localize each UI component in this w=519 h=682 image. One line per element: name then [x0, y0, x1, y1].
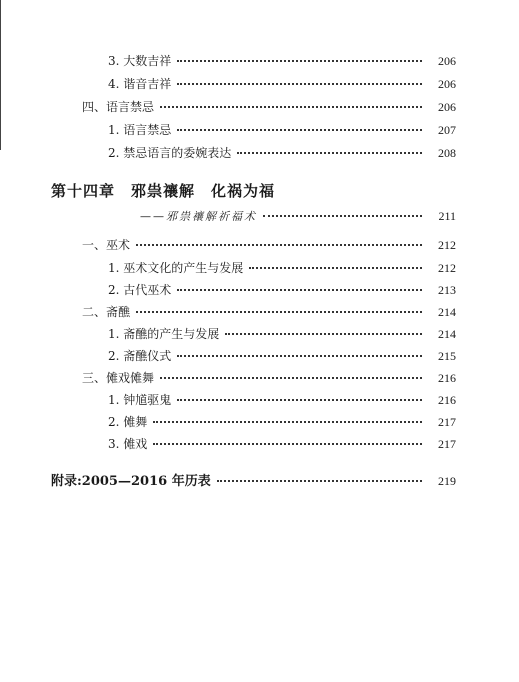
toc-section[interactable]	[82, 236, 456, 253]
toc-entry[interactable]	[108, 391, 456, 408]
leader-dots	[217, 480, 422, 482]
leader-dots	[136, 244, 422, 246]
toc-entry-page: 217	[438, 415, 456, 429]
toc-entry-page: 211	[438, 209, 456, 223]
toc-entry[interactable]	[108, 259, 456, 276]
toc-entry-label: 一、巫术	[82, 238, 131, 252]
leader-dots	[177, 129, 422, 131]
toc-entry-page: 219	[438, 474, 456, 488]
toc-entry-page: 213	[438, 283, 456, 297]
chapter-title[interactable]: 第十四章 邪祟禳解 化祸为福	[51, 182, 276, 200]
leader-dots	[153, 421, 422, 423]
toc-entry[interactable]	[108, 347, 456, 364]
toc-entry-label: 2. 古代巫术	[108, 283, 172, 297]
toc-entry-page: 217	[438, 437, 456, 451]
toc-entry-page: 215	[438, 349, 456, 363]
leader-dots	[177, 60, 422, 62]
leader-dots	[225, 333, 422, 335]
toc-entry[interactable]	[108, 435, 456, 452]
toc-entry-label: 3. 傩戏	[108, 437, 148, 451]
toc-entry-page: 207	[438, 123, 456, 137]
toc-appendix[interactable]	[51, 470, 456, 489]
toc-entry-label: 四、语言禁忌	[82, 100, 155, 114]
toc-entry-page: 206	[438, 54, 456, 68]
toc-entry[interactable]	[108, 281, 456, 298]
toc-entry-label: 2. 禁忌语言的委婉表达	[108, 146, 232, 160]
leader-dots	[237, 152, 422, 154]
toc-entry-page: 206	[438, 100, 456, 114]
toc-entry-page: 214	[438, 305, 456, 319]
toc-entry-page: 214	[438, 327, 456, 341]
toc-entry-label: 4. 谐音吉祥	[108, 77, 172, 91]
toc-entry-page: 212	[438, 238, 456, 252]
leader-dots	[263, 215, 422, 217]
toc-entry[interactable]	[108, 413, 456, 430]
toc-entry[interactable]	[108, 52, 456, 69]
leader-dots	[177, 289, 422, 291]
toc-entry[interactable]	[108, 75, 456, 92]
leader-dots	[160, 377, 422, 379]
toc-entry-label: 2. 斋醮仪式	[108, 349, 172, 363]
leader-dots	[249, 267, 422, 269]
toc-entry-label: 三、傩戏傩舞	[82, 371, 155, 385]
leader-dots	[177, 355, 422, 357]
appendix-label: 附录:2005—2016 年历表	[51, 474, 211, 489]
toc-section[interactable]	[82, 98, 456, 115]
leader-dots	[177, 83, 422, 85]
toc-section[interactable]	[82, 369, 456, 386]
toc-entry-page: 216	[438, 371, 456, 385]
toc-entry[interactable]	[108, 325, 456, 342]
toc-entry-label: 1. 钟馗驱鬼	[108, 393, 172, 407]
toc-section[interactable]	[82, 303, 456, 320]
toc-entry[interactable]	[108, 144, 456, 161]
toc-entry-label: 2. 傩舞	[108, 415, 148, 429]
toc-entry-page: 212	[438, 261, 456, 275]
toc-entry-page: 208	[438, 146, 456, 160]
toc-entry-label: 1. 巫术文化的产生与发展	[108, 261, 244, 275]
leader-dots	[136, 311, 422, 313]
leader-dots	[153, 443, 422, 445]
toc-entry-label: 1. 斋醮的产生与发展	[108, 327, 220, 341]
chapter-subtitle[interactable]	[140, 208, 456, 224]
toc-entry-page: 216	[438, 393, 456, 407]
chapter-subtitle-label: ——邪祟禳解祈福术	[140, 210, 257, 223]
leader-dots	[160, 106, 422, 108]
toc-entry-page: 206	[438, 77, 456, 91]
toc-entry-label: 1. 语言禁忌	[108, 123, 172, 137]
page-edge-mark	[0, 0, 4, 150]
leader-dots	[177, 399, 422, 401]
toc-entry-label: 二、斋醮	[82, 305, 131, 319]
toc-entry-label: 3. 大数吉祥	[108, 54, 172, 68]
toc-entry[interactable]	[108, 121, 456, 138]
